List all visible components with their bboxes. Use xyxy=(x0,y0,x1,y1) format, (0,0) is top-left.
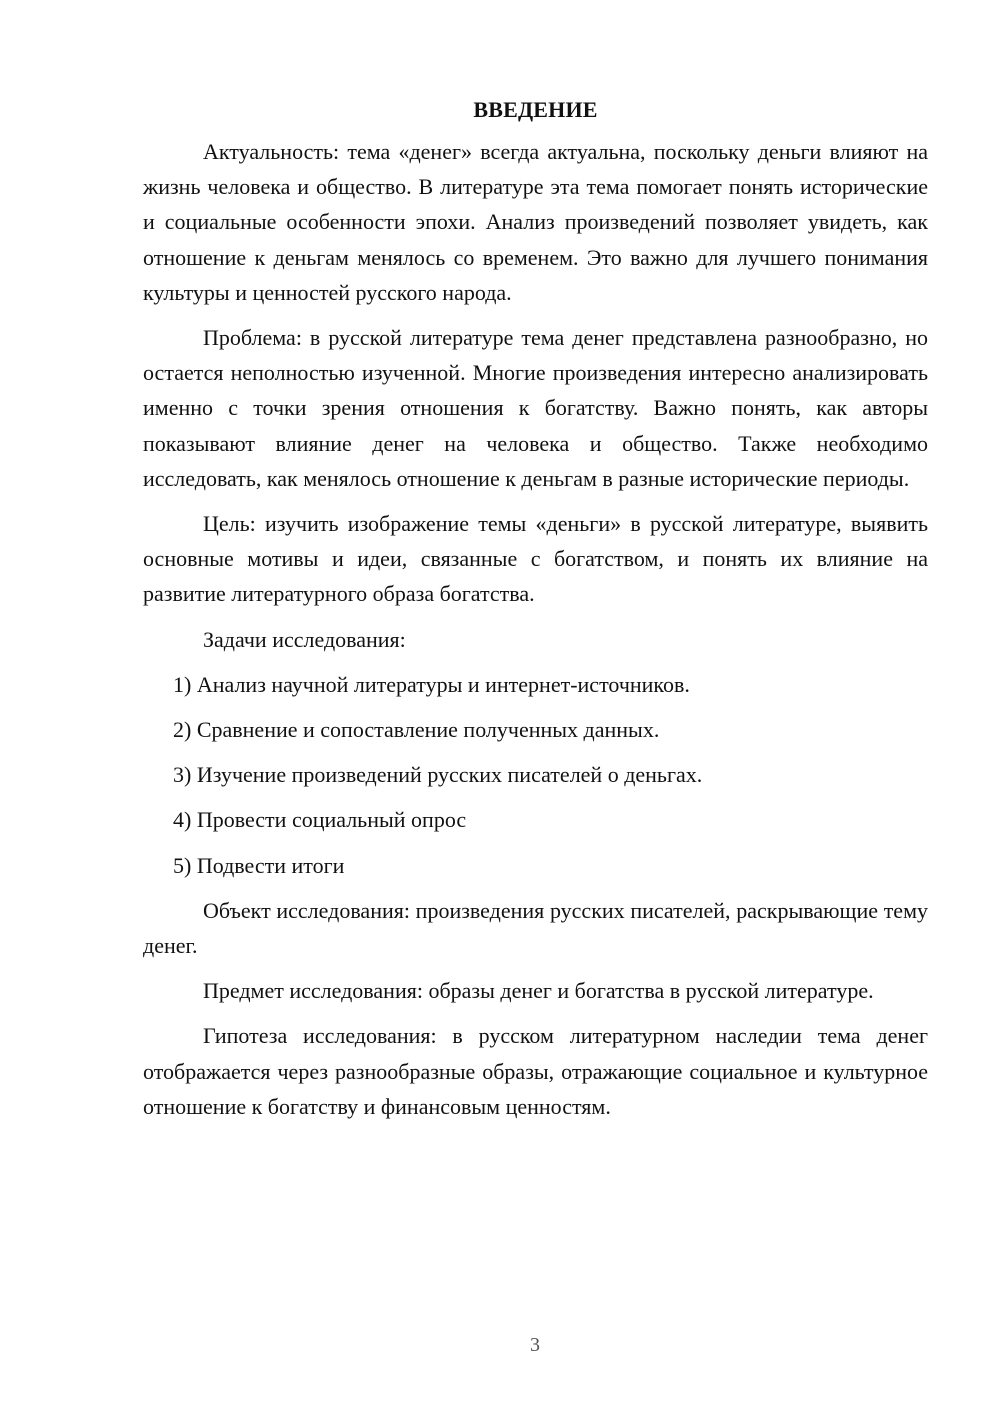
object-paragraph: Объект исследования: произведения русских писателей, раскрывающие тему денег. xyxy=(143,897,928,959)
tasks-label: Задачи исследования: xyxy=(203,626,406,652)
task-item: 2) Сравнение и сопоставление полученных данных. xyxy=(173,717,660,743)
page-title: ВВЕДЕНИЕ xyxy=(473,97,598,122)
task-item: 4) Провести социальный опрос xyxy=(173,807,467,833)
document-page xyxy=(143,94,928,1134)
task-item: 3) Изучение произведений русских писателей о деньгах. xyxy=(173,762,703,788)
problem-paragraph: Проблема: в русской литературе тема денег представлена разнообразно, но остается неполностью изученной. Многие произведения интересно анализировать именно с точки зрения отношения к богатству. Важно понять, как авторы показывают влияние денег на человека и общество. Также необходимо исследовать, как менялось отношение к деньгам в разные исторические периоды. xyxy=(143,325,928,491)
hypothesis-paragraph: Гипотеза исследования: в русском литературном наследии тема денег отображается через разнообразные образы, отражающие социальное и культурное отношение к богатству и финансовым ценностям. xyxy=(143,1023,928,1119)
page-number: 3 xyxy=(530,1334,540,1356)
task-item: 1) Анализ научной литературы и интернет-источников. xyxy=(173,671,690,697)
task-item: 5) Подвести итоги xyxy=(173,852,345,878)
subject-paragraph: Предмет исследования: образы денег и богатства в русской литературе. xyxy=(203,978,874,1004)
relevance-paragraph: Актуальность: тема «денег» всегда актуальна, поскольку деньги влияют на жизнь человека и общество. В литературе эта тема помогает понять исторические и социальные особенности эпохи. Анализ произведений позволяет увидеть, как отношение к деньгам менялось со временем. Это важно для лучшего понимания культуры и ценностей русского народа. xyxy=(143,139,928,305)
goal-paragraph: Цель: изучить изображение темы «деньги» в русской литературе, выявить основные мотивы и идеи, связанные с богатством, и понять их влияние на развитие литературного образа богатства. xyxy=(143,511,928,607)
tasks-list xyxy=(143,667,928,883)
